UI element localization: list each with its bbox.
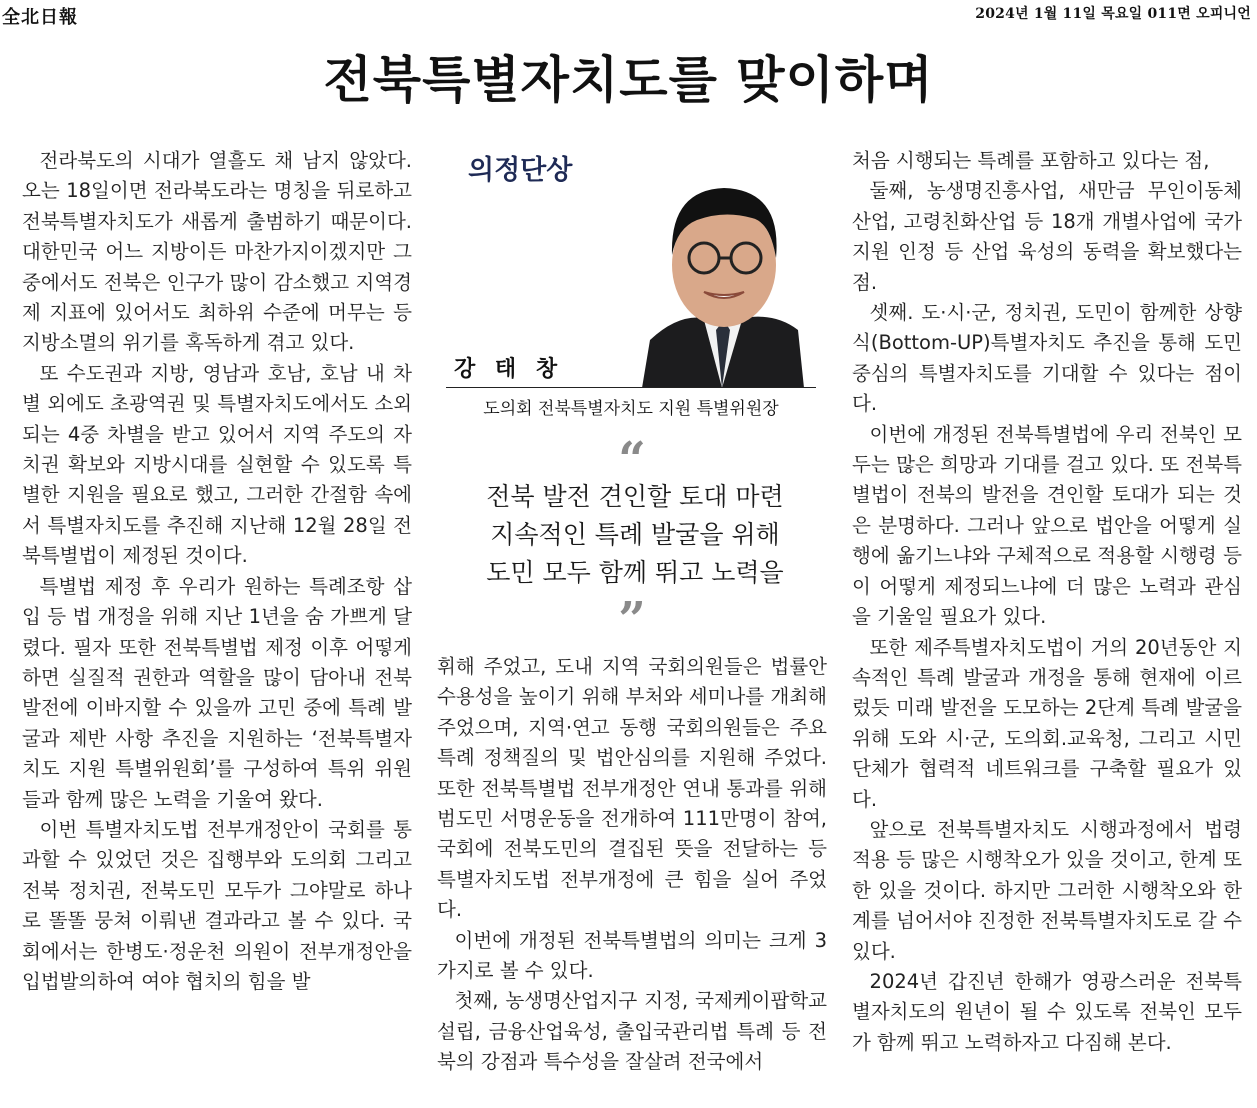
paragraph: 둘째, 농생명진흥사업, 새만금 무인이동체 산업, 고령친화산업 등 18개 개별사업에 국가 지원 인정 등 산업 육성의 동력을 확보했다는 점.: [852, 179, 1242, 294]
article-column-middle: [437, 652, 827, 1078]
paragraph: 휘해 주었고, 도내 지역 국회의원들은 법률안 수용성을 높이기 위해 부처와 세미나를 개최해 주었으며, 지역·연고 동행 국회의원들은 주요 특례 정책질의 및 법안심의를 지원해 주었다. 또한 전북특별법 전부개정안 연내 통과를 위해 범도민 서명운동을 전개하여 111만명이 참여, 국회에 전북도민의 결집된 뜻을 전달하는 등 특별자치도법 전부개정에 큰 힘을 실어 주었다.: [437, 655, 827, 922]
paragraph: 셋째. 도·시·군, 정치권, 도민이 함께한 상향식(Bottom-UP)특별자치도 추진을 통해 도민 중심의 특별자치도를 기대할 수 있다는 점이다.: [852, 301, 1242, 416]
pull-quote: [440, 478, 830, 592]
byline-divider: [446, 387, 816, 388]
pull-quote-line: 지속적인 특례 발굴을 위해: [490, 520, 780, 549]
paragraph: 2024년 갑진년 한해가 영광스러운 전북특별자치도의 원년이 될 수 있도록 전북인 모두가 함께 뛰고 노력하자고 다짐해 본다.: [852, 969, 1242, 1054]
author-portrait: [642, 170, 804, 388]
issue-dateline: 2024년 1월 11일 목요일 011면 오피니언: [975, 6, 1251, 22]
column-label: 의정단상: [468, 155, 573, 186]
article-column-right: [852, 146, 1242, 1058]
pull-quote-line: 전북 발전 견인할 토대 마련: [486, 482, 784, 511]
article-column-left: [22, 146, 412, 997]
paragraph: 처음 시행되는 특례를 포함하고 있다는 점,: [852, 149, 1210, 172]
paragraph: 이번 특별자치도법 전부개정안이 국회를 통과할 수 있었던 것은 집행부와 도의회 그리고 전북 정치권, 전북도민 모두가 그야말로 하나로 똘똘 뭉쳐 이뤄낸 결과라고 볼 수 있다. 국회에서는 한병도·정운천 의원이 전부개정안을 입법발의하여 여야 협치의 힘을 발: [22, 817, 412, 993]
paragraph: 이번에 개정된 전북특별법에 우리 전북인 모두는 많은 희망과 기대를 걸고 있다. 또 전북특별법이 전북의 발전을 견인할 토대가 되는 것은 분명하다. 그러나 앞으로 법안을 어떻게 실행에 옮기느냐와 구체적으로 적용할 시행령 등이 어떻게 제정되느냐에 더 많은 노력과 관심을 기울일 필요가 있다.: [852, 422, 1242, 629]
pull-quote-line: 도민 모두 함께 뛰고 노력을: [486, 558, 784, 587]
newspaper-masthead: 全北日報: [2, 7, 78, 28]
portrait-image: [642, 170, 804, 388]
paragraph: 이번에 개정된 전북특별법의 의미는 크게 3가지로 볼 수 있다.: [437, 928, 827, 983]
author-name: 강 태 창: [454, 357, 564, 382]
paragraph: 앞으로 전북특별자치도 시행과정에서 법령적용 등 많은 시행착오가 있을 것이고, 한계 또한 있을 것이다. 하지만 그러한 시행착오와 한계를 넘어서야 진정한 전북특별자치도로 갈 수 있다.: [852, 817, 1242, 963]
author-title: 도의회 전북특별자치도 지원 특별위원장: [483, 399, 779, 419]
paragraph: 특별법 제정 후 우리가 원하는 특례조항 삽입 등 법 개정을 위해 지난 1년을 숨 가쁘게 달렸다. 필자 또한 전북특별법 제정 이후 어떻게 하면 실질적 권한과 역할을 많이 담아내 전북발전에 이바지할 수 있을까 고민 중에 특례 발굴과 제반 사항 추진을 지원하는 ‘전북특별자치도 지원 특별위원회’를 구성하여 특위 위원들과 함께 많은 노력을 기울여 왔다.: [22, 574, 412, 811]
paragraph: 또한 제주특별자치도법이 거의 20년동안 지속적인 특례 발굴과 개정을 통해 현재에 이르렀듯 미래 발전을 도모하는 2단계 특례 발굴을 위해 도와 시·군, 도의회.교육청, 그리고 시민단체가 협력적 네트워크를 구축할 필요가 있다.: [852, 635, 1242, 811]
paragraph: 전라북도의 시대가 열흘도 채 남지 않았다. 오는 18일이면 전라북도라는 명칭을 뒤로하고 전북특별자치도가 새롭게 출범하기 때문이다. 대한민국 어느 지방이든 마찬가지이겠지만 그중에서도 전북은 인구가 많이 감소했고 지역경제 지표에 있어서도 최하위 수준에 머무는 등 지방소멸의 위기를 혹독하게 겪고 있다.: [22, 149, 412, 355]
open-quote-icon: “: [618, 432, 646, 488]
close-quote-icon: ”: [618, 592, 646, 648]
article-headline: 전북특별자치도를 맞이하며: [323, 51, 934, 109]
paragraph: 또 수도권과 지방, 영남과 호남, 호남 내 차별 외에도 초광역권 및 특별자치도에서도 소외되는 4중 차별을 받고 있어서 지역 주도의 자치권 확보와 지방시대를 실현할 수 있도록 특별한 지원을 필요로 했고, 그러한 간절함 속에서 특별자치도를 추진해 지난해 12월 28일 전북특별법이 제정된 것이다.: [22, 361, 412, 568]
paragraph: 첫째, 농생명산업지구 지정, 국제케이팝학교 설립, 금융산업육성, 출입국관리법 특례 등 전북의 강점과 특수성을 잘살려 전국에서: [437, 989, 827, 1074]
